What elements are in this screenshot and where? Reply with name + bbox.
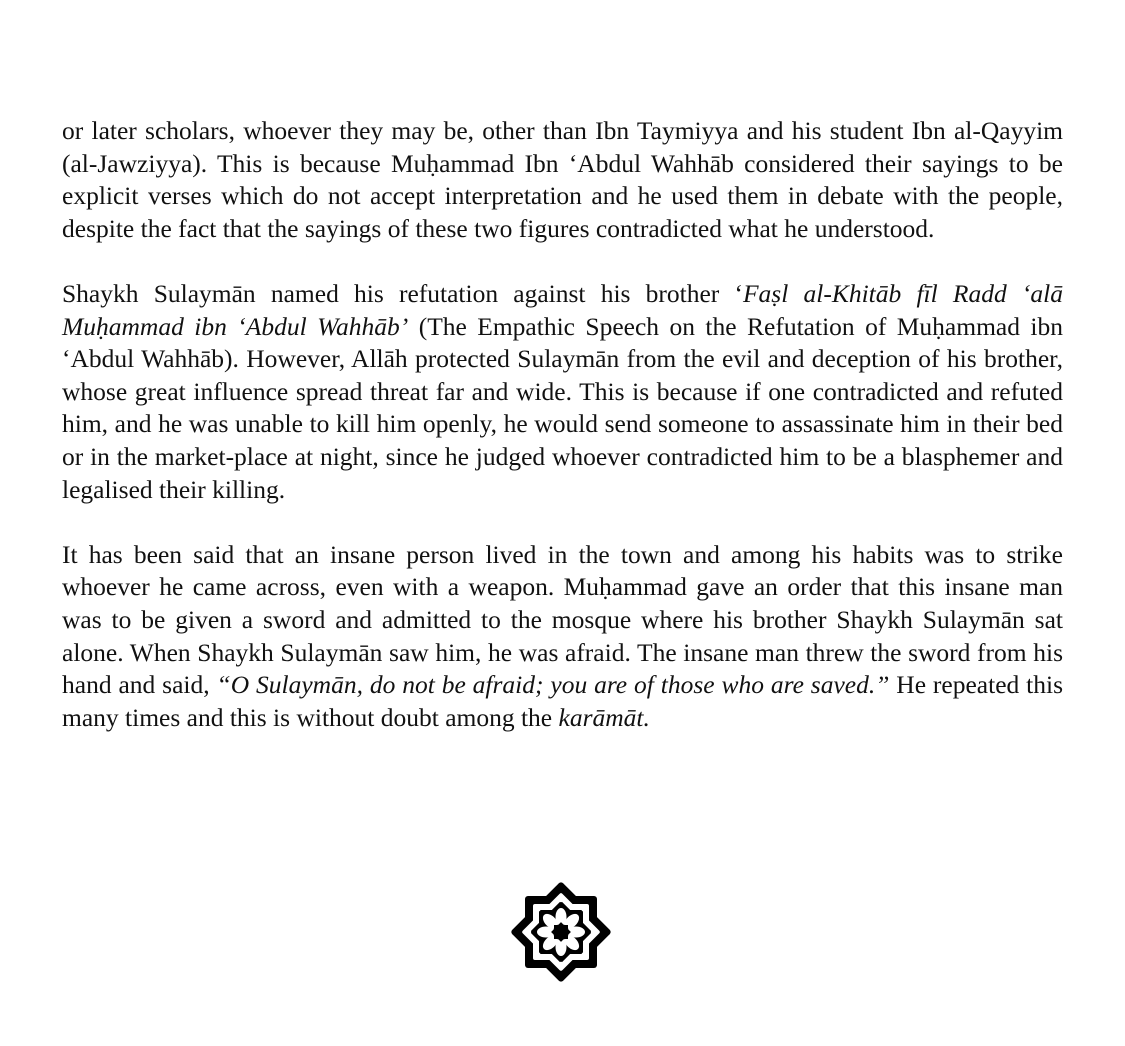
paragraph-2 [62,278,1063,506]
page-body [62,115,1063,767]
paragraph-text: It has been said that an insane person lived in the town and among his habits was to strike whoever he came across, even with a weapon. Muḥammad gave an order that this insane man was to be given a sword and admitted to the mosque where his brother Shaykh Sulaymān sat alone. When Shaykh Sulaymān saw him, he was afraid. The insane man threw the sword from his hand and said, [62,539,1063,700]
paragraph-3 [62,539,1063,735]
term-karamat: karāmāt. [558,702,650,732]
eight-point-star-ornament-icon [509,880,613,984]
paragraph-text: He repeated this many times and this is without doubt among the [62,670,1063,732]
quotation: “O Sulaymān, do not be afraid; you are of those who are saved.” [216,670,890,700]
paragraph-text: or later scholars, whoever they may be, other than Ibn Taymiyya and his student Ibn al-Qayyim (al-Jawziyya). This is because Muḥammad Ibn ‘Abdul Wahhāb considered their sayings to be explicit verses which do not accept interpretation and he used them in debate with the people, despite the fact that the sayings of these two figures contradicted what he understood. [62,116,1063,243]
book-title: Faṣl al-Khitāb fīl Radd ‘alā Muḥammad ibn ‘Abdul Wahhāb’ [62,278,1063,341]
paragraph-text: (The Empathic Speech on the Refutation of Muḥammad ibn ‘Abdul Wahhāb). However, Allāh protected Sulaymān from the evil and deception of his brother, whose great influence spread threat far and wide. This is because if one contradicted and refuted him, and he was unable to kill him openly, he would send someone to assassinate him in their bed or in the market-place at night, since he judged whoever contradicted him to be a blasphemer and legalised their killing. [62,311,1064,504]
paragraph-1 [62,115,1063,245]
paragraph-text: Shaykh Sulaymān named his refutation against his brother ‘ [62,278,743,308]
